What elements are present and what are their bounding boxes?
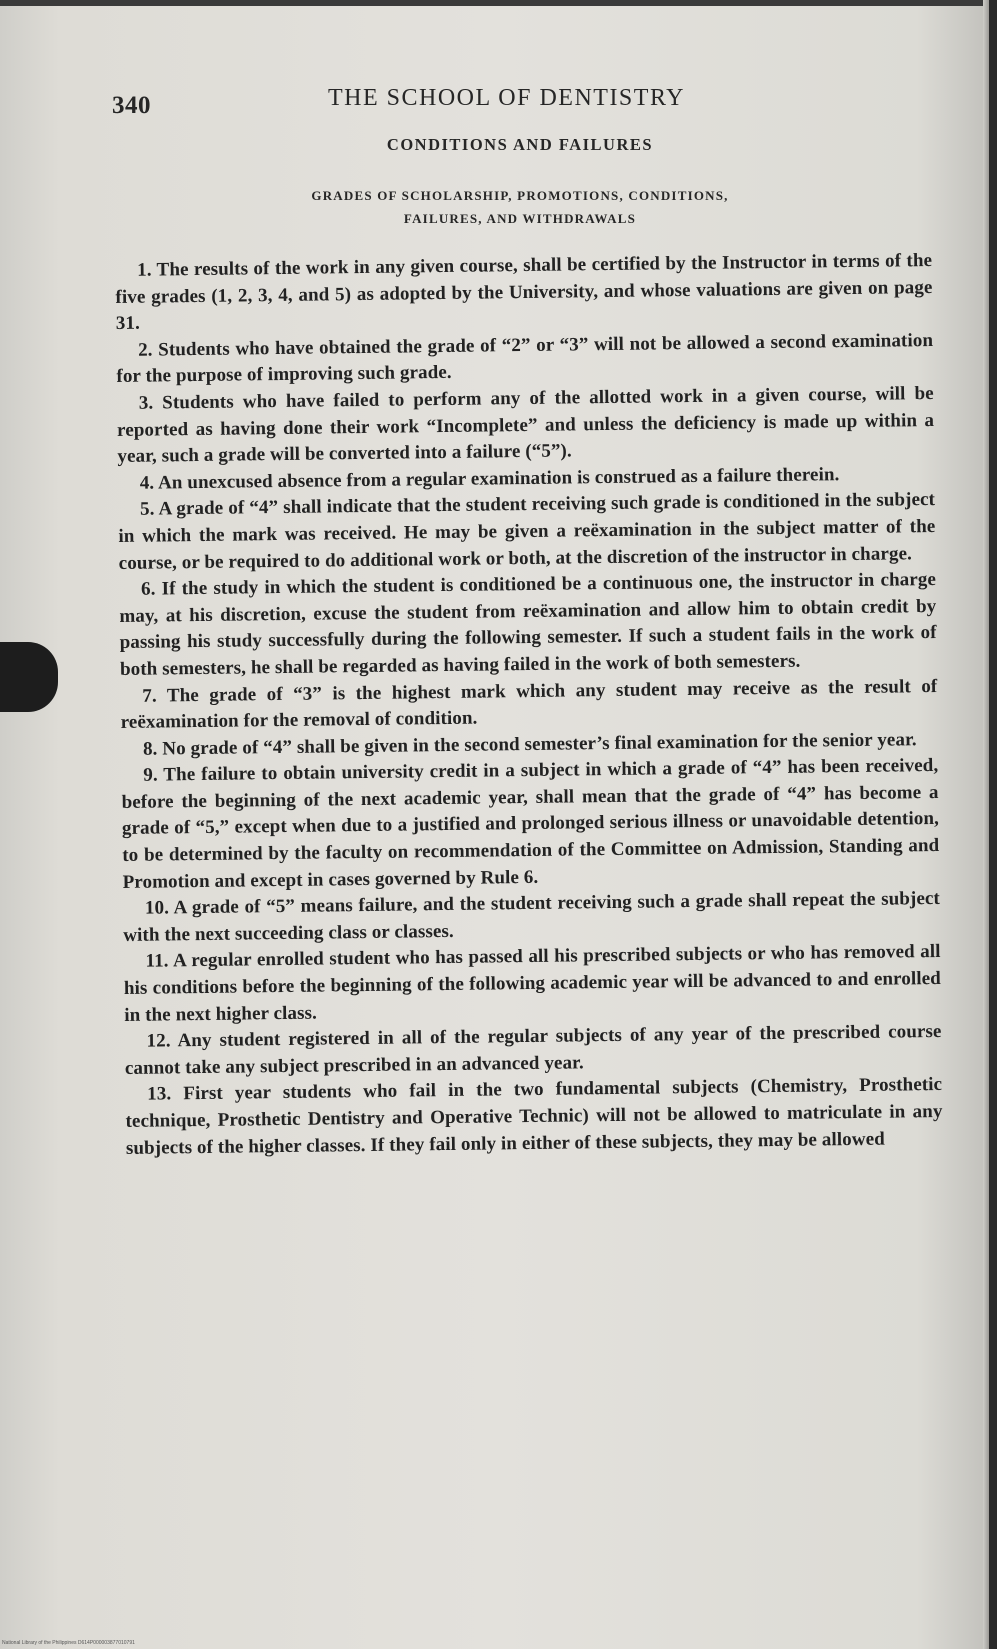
- rule-1: 1. The results of the work in any given course, shall be certified by the Instructor in terms of the five grades (1, 2, 3, 4, and 5) as adopted by the University, and whose valuations are given on page 31.: [115, 250, 933, 335]
- rule-10: 10. A grade of “5” means failure, and the student receiving such a grade shall repeat the subject with the next succeeding class or classes.: [123, 888, 941, 946]
- rule-2: 2. Students who have obtained the grade of “2” or “3” will not be allowed a second examination for the purpose of improving such grade.: [116, 329, 934, 388]
- rule-3: 3. Students who have failed to perform any of the allotted work in a given course, will be reported as having done their work “Incomplete” and unless the deficiency is made up within a year, such a grade will be converted into a failure (“5”).: [116, 382, 935, 468]
- rule-13: 13. First year students who fail in the two fundamental subjects (Chemistry, Prosthetic technique, Prosthetic Dentistry and Operative Technic) will not be allowed to matriculate in any subjects of the higher classes. If they fail only in either of these subjects, they may be allowed: [125, 1074, 943, 1159]
- book-spine-edge: [989, 0, 997, 1649]
- subtitle-line: FAILURES, AND WITHDRAWALS: [403, 211, 637, 226]
- rule-5: 5. A grade of “4” shall indicate that the student receiving such grade is conditioned in the subject in which the mark was received. He may be given a reëxamination in the subject matter of the course, or be required to do additional work or both, at the discretion of the instructor in charge.: [118, 489, 936, 574]
- page-tab-marker: [0, 642, 58, 712]
- library-credit: National Library of the Philippines D614P000003877010791: [2, 1640, 135, 1646]
- scan-top-edge: [0, 0, 997, 6]
- subtitle-line: GRADES OF SCHOLARSHIP, PROMOTIONS, CONDITIONS,: [311, 188, 729, 203]
- section-subtitle: [110, 184, 930, 230]
- section-title: CONDITIONS AND FAILURES: [386, 135, 654, 154]
- running-header: [112, 82, 932, 122]
- rule-11: 11. A regular enrolled student who has passed all his prescribed subjects or who has removed all his conditions before the beginning of the following academic year will be advanced to and enrolled in the next higher class.: [123, 941, 941, 1026]
- rule-8: 8. No grade of “4” shall be given in the second semester’s final examination for the senior year.: [142, 728, 917, 760]
- rules-body: [115, 248, 943, 1162]
- rule-12: 12. Any student registered in all of the regular subjects of any year of the prescribed course cannot take any subject prescribed in an advanced year.: [124, 1021, 942, 1079]
- rule-6: 6. If the study in which the student is conditioned be a continuous one, the instructor in charge may, at his discretion, excuse the student from reëxamination and allow him to obtain credit by passing his study successfully during the following semester. If such a student fails in the work of both semesters, he shall be regarded as having failed in the work of both semesters.: [119, 569, 937, 680]
- running-title: THE SCHOOL OF DENTISTRY: [328, 85, 685, 111]
- page-number: 340: [112, 92, 151, 119]
- rule-4: 4. An unexcused absence from a regular examination is construed as a failure therein.: [139, 463, 840, 494]
- rule-7: 7. The grade of “3” is the highest mark which any student may receive as the result of reëxamination for the removal of condition.: [120, 675, 938, 734]
- rule-9: 9. The failure to obtain university credit in a subject in which a grade of “4” has been received, before the beginning of the next academic year, shall mean that the grade of “4” has become a grade of “5,” except when due to a justified and prolonged serious illness or unavoidable detention, to be determined by the faculty on recommendation of the Committee on Admission, Standing and Promotion and except in cases governed by Rule 6.: [121, 755, 940, 893]
